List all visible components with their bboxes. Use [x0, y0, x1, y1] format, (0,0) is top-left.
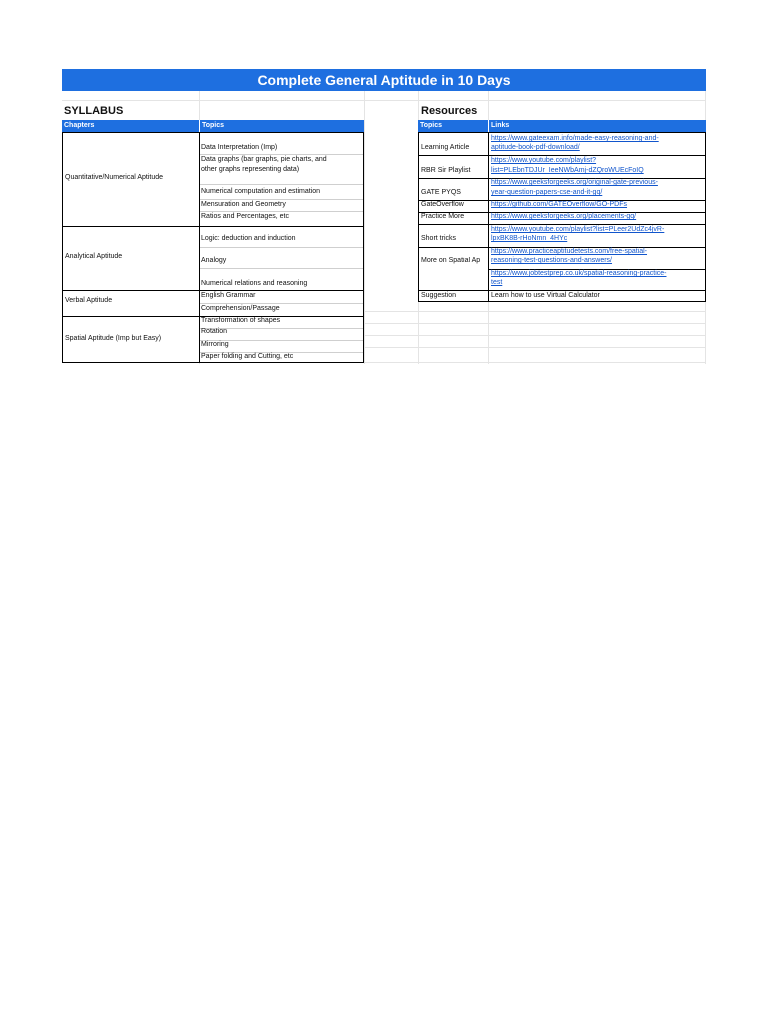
- suggestion-text: Learn how to use Virtual Calculator: [491, 292, 600, 299]
- resource-link[interactable]: https://www.youtube.com/playlist?list=PLeer2UdZc4jvR-: [491, 226, 665, 233]
- chapter-name: Spatial Aptitude (Imp but Easy): [65, 335, 162, 342]
- resource-link[interactable]: https://www.youtube.com/playlist?: [491, 157, 597, 164]
- topic-item: Rotation: [201, 328, 228, 335]
- resource-link[interactable]: https://www.geeksforgeeks.org/placements-gq/: [491, 213, 637, 220]
- topic-item: Mensuration and Geometry: [201, 201, 286, 208]
- topic-item: Data graphs (bar graphs, pie charts, and: [201, 156, 327, 163]
- resource-topic: Suggestion: [421, 292, 457, 299]
- resources-header-topics: Topics: [418, 120, 488, 132]
- chapter-name: Analytical Aptitude: [65, 253, 123, 260]
- resource-link[interactable]: list=PLEbnTDJUr_IeeNWbAmj-dZQroWUEcFoIQ: [491, 167, 644, 174]
- resource-topic: Learning Article: [421, 144, 470, 151]
- chapter-name: Verbal Aptitude: [65, 297, 113, 304]
- resource-link[interactable]: reasoning-test-questions-and-answers/: [491, 257, 613, 264]
- resource-link[interactable]: lpxBK8B-rHoNmn_4HYc: [491, 235, 568, 242]
- syllabus-header-topics: Topics: [199, 120, 364, 132]
- topic-item: Mirroring: [201, 341, 229, 348]
- resource-topic: More on Spatial Ap: [421, 257, 481, 264]
- topic-item: Analogy: [201, 257, 227, 264]
- resources-header-links: Links: [488, 120, 706, 132]
- resource-link[interactable]: https://www.gateexam.info/made-easy-reasoning-and-: [491, 135, 659, 142]
- topic-item: Transformation of shapes: [201, 317, 281, 324]
- resource-topic: GATE PYQS: [421, 189, 461, 196]
- resource-link[interactable]: https://www.practiceaptitudetests.com/free-spatial-: [491, 248, 648, 255]
- resources-heading: Resources: [421, 105, 478, 117]
- chapter-name: Quantitative/Numerical Aptitude: [65, 174, 164, 181]
- syllabus-heading: SYLLABUS: [64, 105, 124, 117]
- topic-item: other graphs representing data): [201, 166, 300, 173]
- resource-topic: GateOverflow: [421, 201, 464, 208]
- topic-item: Paper folding and Cutting, etc: [201, 353, 294, 360]
- topic-item: Numerical relations and reasoning: [201, 280, 308, 287]
- topic-item: Logic: deduction and induction: [201, 235, 296, 242]
- topic-item: Data Interpretation (Imp): [201, 144, 278, 151]
- resource-topic: RBR Sir Playlist: [421, 167, 471, 174]
- topic-item: Ratios and Percentages, etc: [201, 213, 289, 220]
- syllabus-header-chapters: Chapters: [62, 120, 199, 132]
- resource-link[interactable]: https://www.geeksforgeeks.org/original-gate-previous-: [491, 179, 658, 186]
- spreadsheet: [62, 69, 706, 91]
- resource-topic: Short tricks: [421, 235, 457, 242]
- topic-item: English Grammar: [201, 292, 256, 299]
- resource-link[interactable]: https://github.com/GATEOverflow/GO-PDFs: [491, 201, 628, 208]
- topic-item: Numerical computation and estimation: [201, 188, 321, 195]
- resource-link[interactable]: aptitude-book-pdf-download/: [491, 144, 580, 151]
- topic-item: Comprehension/Passage: [201, 305, 280, 312]
- resource-topic: Practice More: [421, 213, 465, 220]
- resource-link[interactable]: https://www.jobtestprep.co.uk/spatial-reasoning-practice-: [491, 270, 667, 277]
- sheet-title: Complete General Aptitude in 10 Days: [62, 69, 706, 91]
- resource-link[interactable]: test: [491, 279, 503, 286]
- resource-link[interactable]: year-question-papers-cse-and-it-gq/: [491, 189, 603, 196]
